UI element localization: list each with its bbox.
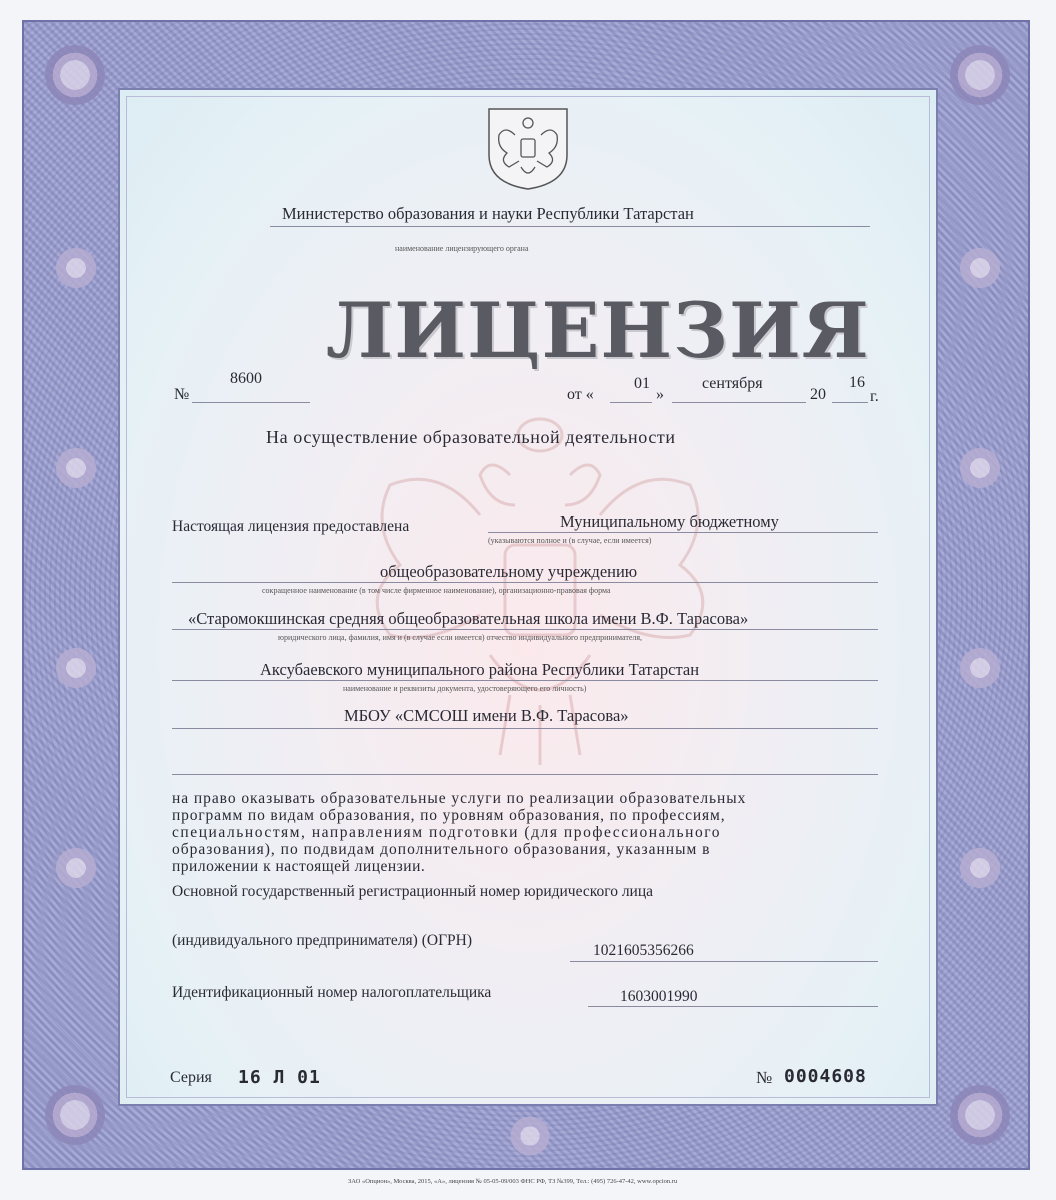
printer-imprint: ЗАО «Опцион», Москва, 2015, «А», лицензия № 05-05-09/003 ФНС РФ, ТЗ №399, Тел.: (495) 726-47-42, www.opcion.ru <box>348 1178 678 1185</box>
ornament-icon <box>48 240 104 296</box>
ogrn-label: Основной государственный регистрационный номер юридического лица <box>172 883 654 900</box>
ornament-icon <box>500 1112 560 1160</box>
rights-paragraph <box>172 790 746 875</box>
ornament-icon <box>945 40 1015 110</box>
granted-to-label: Настоящая лицензия предоставлена <box>172 518 410 535</box>
activity-type: На осуществление образовательной деятельности <box>266 427 676 447</box>
ornament-icon <box>952 240 1008 296</box>
authority-caption: наименование лицензирующего органа <box>395 244 529 253</box>
ornament-icon <box>40 1080 110 1150</box>
licensee-line-4: Аксубаевского муниципального района Республики Татарстан <box>260 660 700 679</box>
form-number-prefix: № <box>756 1068 773 1087</box>
licensing-authority: Министерство образования и науки Республики Татарстан <box>282 204 694 223</box>
underline <box>610 402 652 403</box>
inn-value: 1603001990 <box>620 988 698 1005</box>
license-number-prefix: № <box>174 386 190 403</box>
ornament-icon <box>952 640 1008 696</box>
underline <box>488 532 878 533</box>
underline <box>270 226 870 227</box>
rights-line: образования), по подвидам дополнительного образования, указанным в <box>172 841 711 858</box>
coat-of-arms-icon <box>485 105 571 191</box>
date-day: 01 <box>634 375 650 392</box>
rights-line: программ по видам образования, по уровням образования, по профессиям, <box>172 807 726 824</box>
ornament-icon <box>48 840 104 896</box>
caption-4: наименование и реквизиты документа, удостоверяющего его личность) <box>343 684 587 693</box>
licensee-line-3: «Старомокшинская средняя общеобразовательная школа имени В.Ф. Тарасова» <box>188 609 749 628</box>
underline <box>192 402 310 403</box>
ornament-icon <box>48 640 104 696</box>
rights-line: приложении к настоящей лицензии. <box>172 858 426 875</box>
licensee-short-name: МБОУ «СМСОШ имени В.Ф. Тарасова» <box>344 706 629 725</box>
ogrn-label-continued: (индивидуального предпринимателя) (ОГРН) <box>172 932 473 949</box>
form-number: 0004608 <box>784 1066 867 1087</box>
inn-label: Идентификационный номер налогоплательщика <box>172 984 492 1001</box>
ornament-icon <box>48 440 104 496</box>
date-year-mark: г. <box>870 388 879 405</box>
underline <box>172 774 878 775</box>
date-month: сентября <box>702 375 763 392</box>
ornament-icon <box>952 440 1008 496</box>
series-value: 16 Л 01 <box>238 1067 321 1088</box>
date-prefix: от « <box>567 386 594 403</box>
license-number: 8600 <box>230 370 262 387</box>
underline <box>832 402 868 403</box>
underline <box>172 582 878 583</box>
underline <box>570 961 878 962</box>
underline <box>672 402 806 403</box>
rights-line: специальностям, направлениям подготовки (для профессионального <box>172 824 722 841</box>
licensee-line-1: Муниципальному бюджетному <box>560 512 779 531</box>
ornament-icon <box>40 40 110 110</box>
date-year-prefix: 20 <box>810 386 826 403</box>
underline <box>172 629 878 630</box>
document-title: ЛИЦЕНЗИЯ <box>326 286 870 375</box>
underline <box>588 1006 878 1007</box>
caption-2: сокращенное наименование (в том числе фирменное наименование), организационно-правовая форма <box>262 586 611 595</box>
ornament-icon <box>945 1080 1015 1150</box>
series-label: Серия <box>170 1069 212 1086</box>
date-quote-close: » <box>656 386 664 403</box>
ogrn-value: 1021605356266 <box>593 942 694 959</box>
ornament-icon <box>952 840 1008 896</box>
underline <box>172 680 878 681</box>
licensee-line-2: общеобразовательному учреждению <box>380 562 638 581</box>
caption-3: юридического лица, фамилия, имя и (в случае если имеется) отчество индивидуального предпринимателя, <box>278 633 643 642</box>
rights-line: на право оказывать образовательные услуги по реализации образовательных <box>172 790 747 807</box>
caption-1: (указываются полное и (в случае, если имеется) <box>488 536 652 545</box>
underline <box>172 728 878 729</box>
date-year: 16 <box>849 374 865 391</box>
